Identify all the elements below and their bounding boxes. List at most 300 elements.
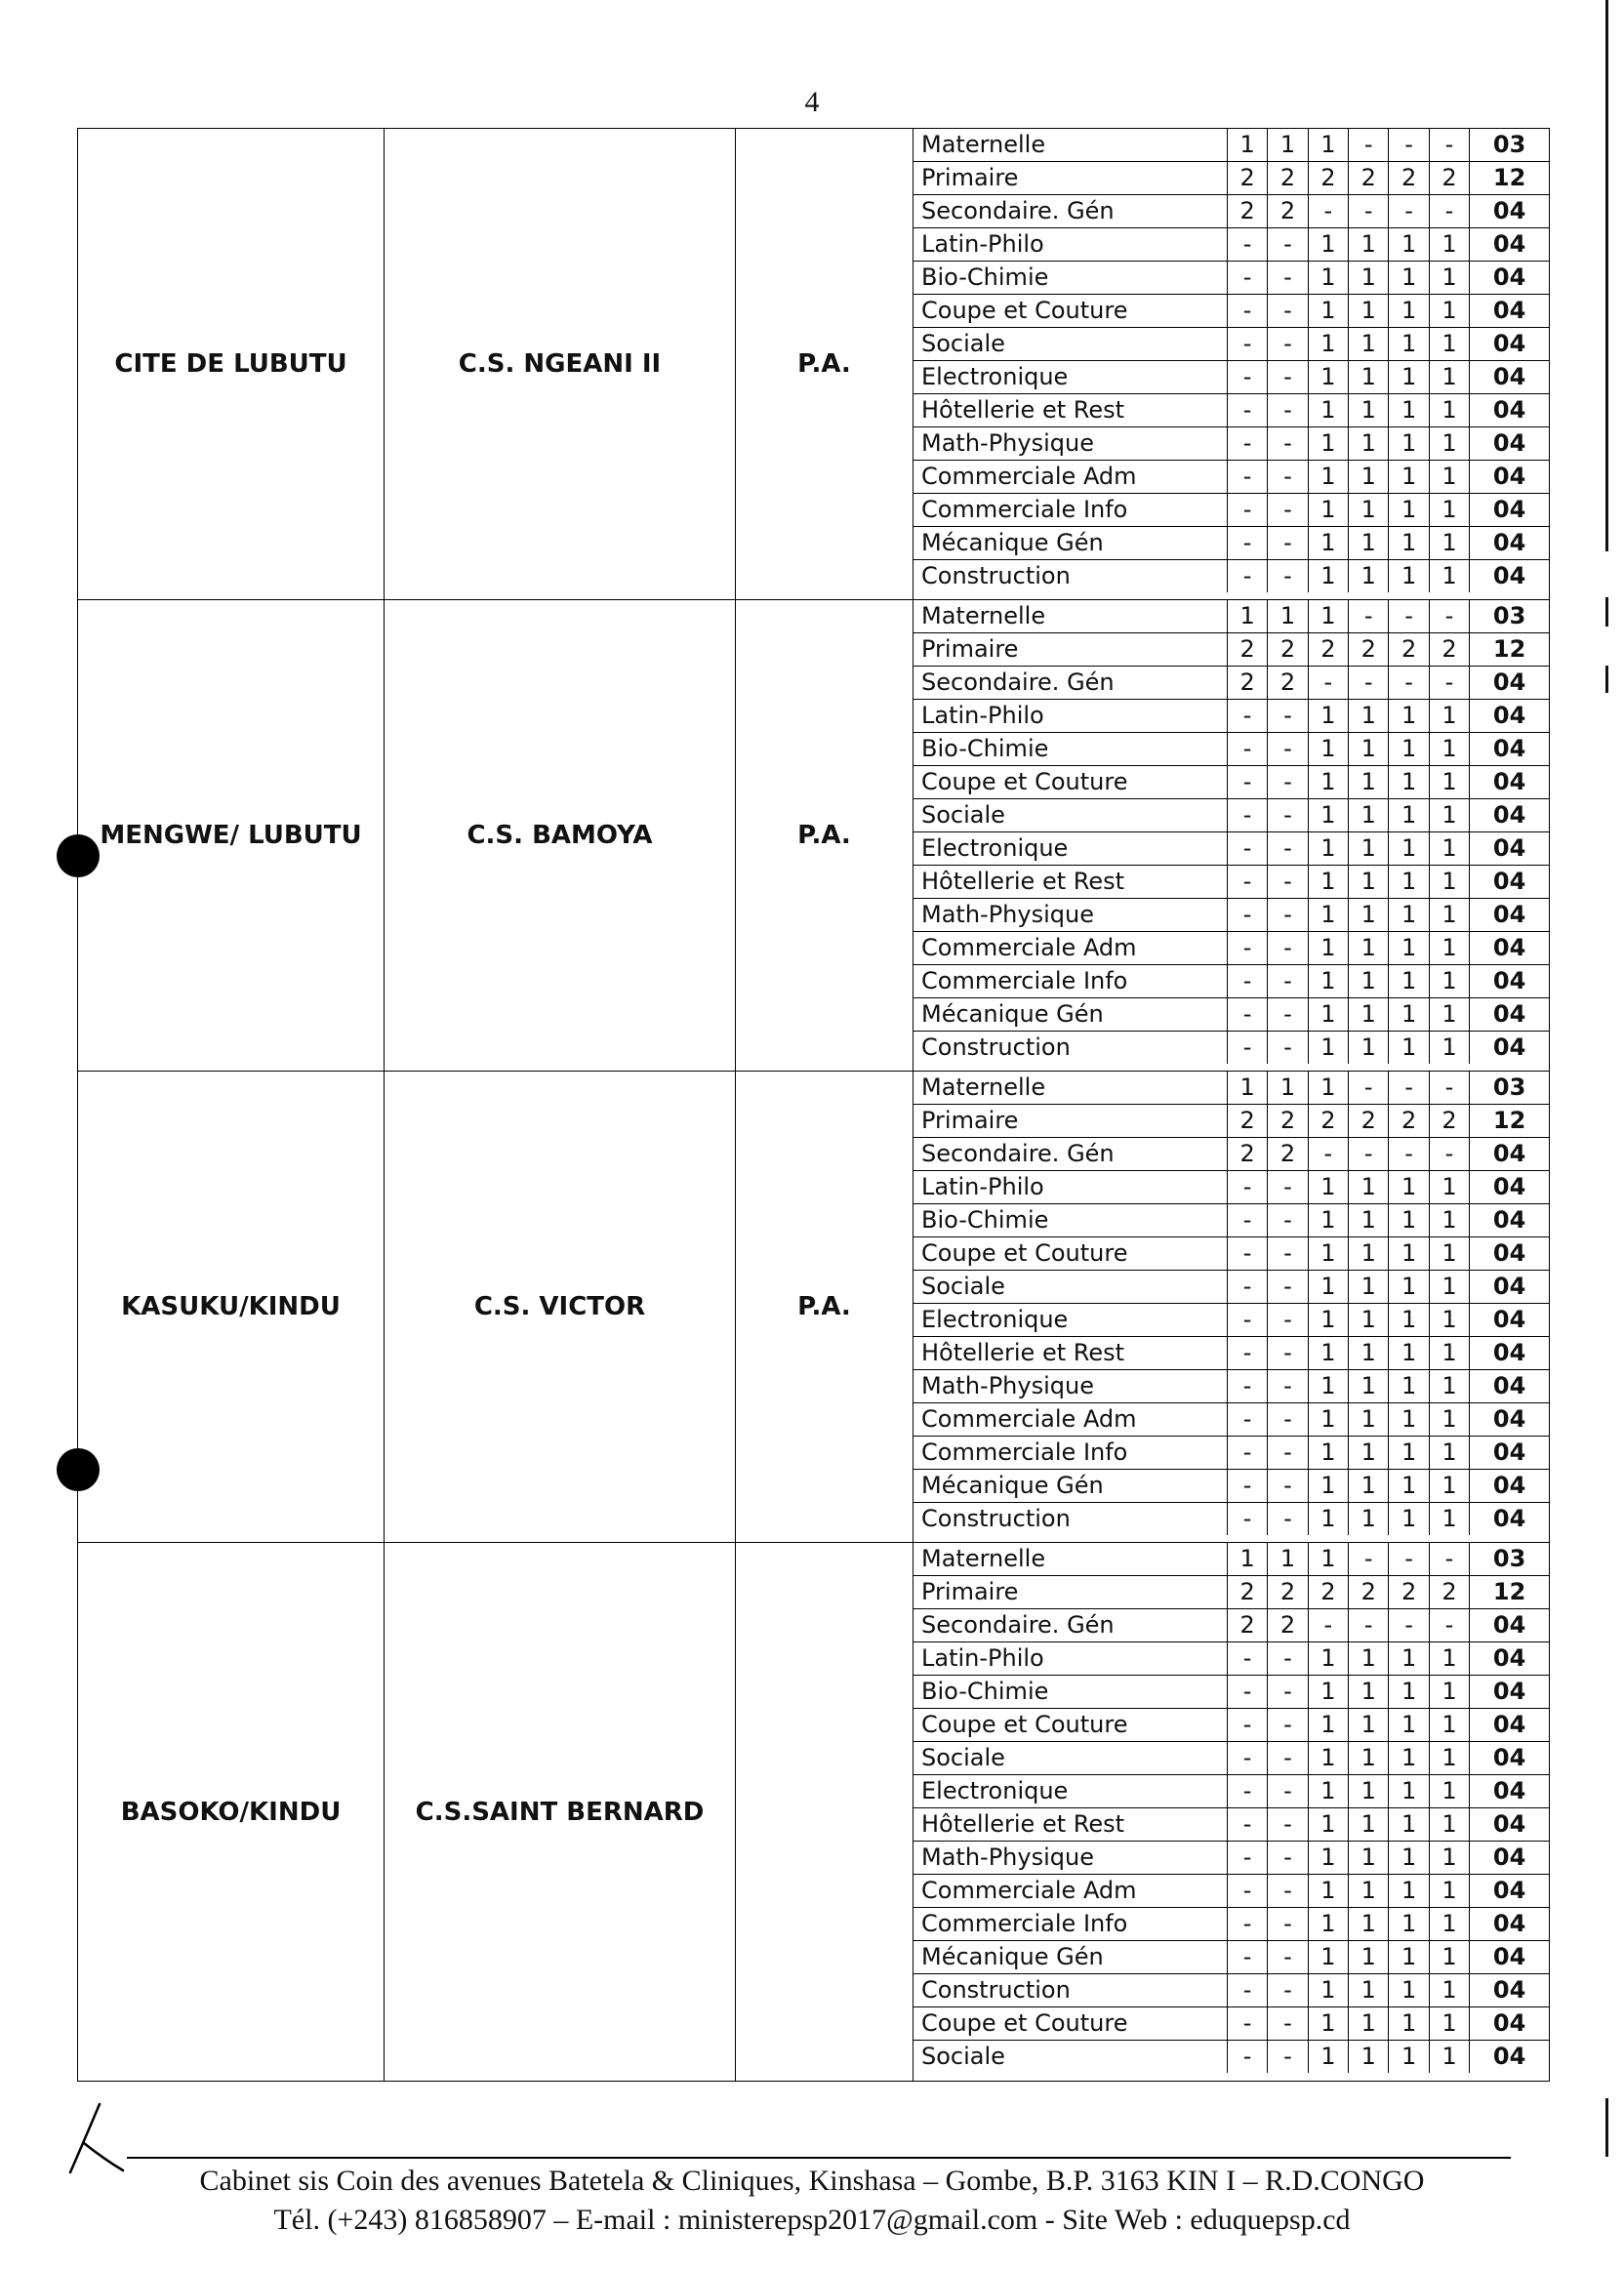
class-count: 1	[1308, 1470, 1348, 1503]
class-count: -	[1268, 1842, 1308, 1875]
class-count: -	[1268, 2041, 1308, 2074]
row-total: 03	[1470, 600, 1549, 633]
section-label: Construction	[914, 1974, 1227, 2007]
class-count: 1	[1349, 998, 1389, 1032]
class-count: 1	[1308, 461, 1348, 494]
class-count: 1	[1389, 932, 1429, 965]
section-label: Coupe et Couture	[914, 2007, 1227, 2041]
class-count: 2	[1389, 1576, 1429, 1609]
class-count: -	[1268, 1676, 1308, 1709]
row-total: 04	[1470, 1237, 1549, 1271]
section-row	[914, 1742, 1549, 1775]
regime-label: P.A.	[797, 349, 851, 379]
section-row	[914, 700, 1549, 733]
class-count: 1	[1308, 427, 1348, 461]
class-count: 2	[1268, 1576, 1308, 1609]
class-count: 1	[1308, 700, 1348, 733]
class-count: 1	[1429, 700, 1469, 733]
row-total: 04	[1470, 899, 1549, 932]
punch-hole	[57, 1448, 100, 1491]
class-count: 1	[1389, 394, 1429, 427]
section-table	[914, 1543, 1549, 2073]
class-count: 1	[1308, 328, 1348, 361]
class-count: 1	[1308, 262, 1348, 295]
class-count: -	[1227, 1237, 1267, 1271]
section-label: Hôtellerie et Rest	[914, 866, 1227, 899]
section-label: Bio-Chimie	[914, 1676, 1227, 1709]
class-count: 1	[1429, 461, 1469, 494]
row-total: 04	[1470, 494, 1549, 527]
class-count: 1	[1389, 1709, 1429, 1742]
class-count: 1	[1308, 1503, 1348, 1536]
section-table	[914, 129, 1549, 592]
class-count: -	[1389, 600, 1429, 633]
section-row	[914, 262, 1549, 295]
class-count: -	[1268, 560, 1308, 593]
class-count: 1	[1308, 1204, 1348, 1237]
section-row	[914, 965, 1549, 998]
class-count: 1	[1308, 527, 1348, 560]
row-total: 04	[1470, 932, 1549, 965]
class-count: -	[1268, 1032, 1308, 1065]
row-total: 04	[1470, 998, 1549, 1032]
class-count: 1	[1308, 899, 1348, 932]
row-total: 03	[1470, 1072, 1549, 1105]
class-count: 1	[1389, 1642, 1429, 1676]
school-cell	[385, 129, 736, 600]
class-count: 1	[1389, 1171, 1429, 1204]
class-count: -	[1227, 700, 1267, 733]
class-count: -	[1389, 195, 1429, 228]
class-count: -	[1268, 1271, 1308, 1304]
class-count: 1	[1389, 832, 1429, 866]
row-total: 12	[1470, 1105, 1549, 1138]
class-count: 1	[1389, 899, 1429, 932]
location-cell	[78, 600, 385, 1072]
class-count: 1	[1308, 1875, 1348, 1908]
row-total: 04	[1470, 766, 1549, 799]
class-count: 2	[1349, 633, 1389, 667]
class-count: -	[1227, 733, 1267, 766]
section-label: Mécanique Gén	[914, 527, 1227, 560]
class-count: 2	[1227, 633, 1267, 667]
class-count: -	[1227, 1875, 1267, 1908]
class-count: 1	[1349, 1337, 1389, 1370]
class-count: 1	[1429, 2041, 1469, 2074]
class-count: 1	[1389, 1237, 1429, 1271]
section-label: Math-Physique	[914, 1370, 1227, 1403]
class-count: 1	[1389, 1403, 1429, 1437]
class-count: 1	[1389, 1503, 1429, 1536]
class-count: 1	[1349, 1304, 1389, 1337]
class-count: 1	[1349, 1237, 1389, 1271]
right-margin-rule	[1605, 666, 1608, 693]
row-total: 04	[1470, 1437, 1549, 1470]
section-label: Secondaire. Gén	[914, 1138, 1227, 1171]
class-count: -	[1227, 1370, 1267, 1403]
class-count: 1	[1389, 1974, 1429, 2007]
class-count: 1	[1308, 228, 1348, 262]
class-count: 2	[1429, 162, 1469, 195]
section-row	[914, 1875, 1549, 1908]
class-count: 1	[1308, 1642, 1348, 1676]
section-label: Primaire	[914, 633, 1227, 667]
section-row	[914, 832, 1549, 866]
row-total: 04	[1470, 560, 1549, 593]
section-label: Math-Physique	[914, 899, 1227, 932]
class-count: 1	[1308, 1775, 1348, 1808]
section-label: Coupe et Couture	[914, 295, 1227, 328]
class-count: 1	[1349, 295, 1389, 328]
class-count: 1	[1389, 766, 1429, 799]
section-label: Maternelle	[914, 1072, 1227, 1105]
class-count: -	[1268, 494, 1308, 527]
class-count: 1	[1308, 494, 1348, 527]
class-count: -	[1227, 394, 1267, 427]
class-count: 2	[1227, 195, 1267, 228]
class-count: 1	[1308, 832, 1348, 866]
class-count: 1	[1429, 932, 1469, 965]
class-count: 2	[1227, 162, 1267, 195]
class-count: 1	[1389, 965, 1429, 998]
class-count: 1	[1308, 1842, 1348, 1875]
section-row	[914, 195, 1549, 228]
row-total: 03	[1470, 129, 1549, 162]
class-count: 1	[1308, 1072, 1348, 1105]
section-row	[914, 427, 1549, 461]
class-count: -	[1227, 799, 1267, 832]
class-count: 2	[1389, 633, 1429, 667]
class-count: 1	[1429, 866, 1469, 899]
class-count: -	[1268, 832, 1308, 866]
class-count: 1	[1429, 1842, 1469, 1875]
regime-cell	[736, 129, 914, 600]
class-count: 1	[1389, 1271, 1429, 1304]
class-count: -	[1268, 427, 1308, 461]
section-row	[914, 1437, 1549, 1470]
class-count: 1	[1429, 1974, 1469, 2007]
class-count: 1	[1349, 799, 1389, 832]
section-label: Mécanique Gén	[914, 1470, 1227, 1503]
section-row	[914, 394, 1549, 427]
class-count: -	[1268, 1503, 1308, 1536]
section-label: Electronique	[914, 361, 1227, 394]
section-table	[914, 1072, 1549, 1535]
class-count: 1	[1349, 1941, 1389, 1974]
class-count: 1	[1389, 1941, 1429, 1974]
class-count: 1	[1429, 361, 1469, 394]
class-count: 1	[1389, 799, 1429, 832]
class-count: 1	[1308, 932, 1348, 965]
section-label: Electronique	[914, 832, 1227, 866]
section-row	[914, 461, 1549, 494]
class-count: -	[1268, 766, 1308, 799]
row-total: 04	[1470, 832, 1549, 866]
class-count: 1	[1349, 1470, 1389, 1503]
section-label: Commerciale Info	[914, 494, 1227, 527]
class-count: 1	[1389, 1842, 1429, 1875]
class-count: 1	[1429, 998, 1469, 1032]
class-count: 1	[1349, 1974, 1389, 2007]
class-count: 1	[1349, 1875, 1389, 1908]
class-count: -	[1268, 998, 1308, 1032]
class-count: -	[1268, 527, 1308, 560]
class-count: 1	[1308, 733, 1348, 766]
section-label: Commerciale Info	[914, 965, 1227, 998]
class-count: -	[1227, 998, 1267, 1032]
class-count: -	[1268, 1775, 1308, 1808]
class-count: 1	[1308, 2041, 1348, 2074]
class-count: 1	[1227, 1072, 1267, 1105]
class-count: -	[1227, 560, 1267, 593]
class-count: 1	[1349, 932, 1389, 965]
class-count: 1	[1429, 1370, 1469, 1403]
right-margin-rule	[1605, 0, 1608, 551]
class-count: -	[1227, 1403, 1267, 1437]
class-count: -	[1227, 832, 1267, 866]
row-total: 04	[1470, 1941, 1549, 1974]
class-count: -	[1227, 1470, 1267, 1503]
section-row	[914, 1543, 1549, 1576]
section-row	[914, 1204, 1549, 1237]
row-total: 12	[1470, 162, 1549, 195]
class-count: 2	[1268, 1105, 1308, 1138]
section-label: Construction	[914, 560, 1227, 593]
class-count: 2	[1227, 1576, 1267, 1609]
class-count: 1	[1429, 1171, 1469, 1204]
class-count: 1	[1429, 766, 1469, 799]
class-count: 2	[1227, 1138, 1267, 1171]
class-count: -	[1268, 394, 1308, 427]
class-count: 1	[1227, 129, 1267, 162]
class-count: -	[1227, 1437, 1267, 1470]
section-label: Sociale	[914, 2041, 1227, 2074]
section-row	[914, 667, 1549, 700]
class-count: 1	[1429, 1908, 1469, 1941]
class-count: 1	[1308, 1403, 1348, 1437]
section-label: Primaire	[914, 1105, 1227, 1138]
class-count: -	[1227, 262, 1267, 295]
class-count: 1	[1308, 2007, 1348, 2041]
class-count: 2	[1268, 1609, 1308, 1642]
class-count: -	[1268, 700, 1308, 733]
class-count: 1	[1389, 295, 1429, 328]
school-name: C.S. BAMOYA	[467, 821, 653, 850]
class-count: 1	[1308, 1676, 1348, 1709]
class-count: 1	[1429, 1237, 1469, 1271]
class-count: 2	[1389, 1105, 1429, 1138]
section-label: Electronique	[914, 1775, 1227, 1808]
section-row	[914, 1337, 1549, 1370]
class-count: -	[1268, 295, 1308, 328]
section-row	[914, 1072, 1549, 1105]
class-count: -	[1268, 1908, 1308, 1941]
class-count: 1	[1308, 866, 1348, 899]
row-total: 04	[1470, 361, 1549, 394]
section-row	[914, 361, 1549, 394]
section-row	[914, 633, 1549, 667]
section-row	[914, 1503, 1549, 1536]
class-count: 1	[1349, 1271, 1389, 1304]
section-label: Math-Physique	[914, 427, 1227, 461]
row-total: 04	[1470, 1676, 1549, 1709]
class-count: -	[1268, 361, 1308, 394]
class-count: 1	[1308, 1437, 1348, 1470]
section-row	[914, 1974, 1549, 2007]
row-total: 04	[1470, 1403, 1549, 1437]
class-count: 1	[1429, 1875, 1469, 1908]
location-name: MENGWE/ LUBUTU	[100, 821, 362, 850]
section-row	[914, 494, 1549, 527]
class-count: 1	[1308, 1337, 1348, 1370]
class-count: 1	[1349, 328, 1389, 361]
class-count: 1	[1349, 1032, 1389, 1065]
class-count: -	[1429, 1138, 1469, 1171]
class-count: 2	[1268, 667, 1308, 700]
school-group	[78, 1072, 1550, 1543]
school-name: C.S. VICTOR	[473, 1292, 646, 1321]
class-count: 1	[1268, 129, 1308, 162]
row-total: 04	[1470, 1470, 1549, 1503]
class-count: -	[1349, 600, 1389, 633]
class-count: -	[1429, 1543, 1469, 1576]
class-count: 1	[1349, 1908, 1389, 1941]
class-count: 2	[1308, 162, 1348, 195]
class-count: -	[1227, 1808, 1267, 1842]
class-count: 1	[1308, 1808, 1348, 1842]
class-count: -	[1268, 1709, 1308, 1742]
row-total: 03	[1470, 1543, 1549, 1576]
class-count: 1	[1429, 1337, 1469, 1370]
class-count: -	[1227, 328, 1267, 361]
class-count: 1	[1389, 1908, 1429, 1941]
class-count: 1	[1429, 1742, 1469, 1775]
class-count: -	[1227, 1271, 1267, 1304]
class-count: 1	[1349, 394, 1389, 427]
class-count: 1	[1349, 700, 1389, 733]
class-count: -	[1308, 1609, 1348, 1642]
class-count: 2	[1308, 1576, 1348, 1609]
class-count: 1	[1429, 1503, 1469, 1536]
class-count: -	[1268, 866, 1308, 899]
class-count: 2	[1268, 1138, 1308, 1171]
class-count: 1	[1349, 1642, 1389, 1676]
row-total: 04	[1470, 427, 1549, 461]
class-count: -	[1268, 1204, 1308, 1237]
class-count: 1	[1389, 361, 1429, 394]
class-count: 1	[1349, 866, 1389, 899]
class-count: 1	[1308, 1271, 1348, 1304]
section-row	[914, 1642, 1549, 1676]
section-label: Coupe et Couture	[914, 766, 1227, 799]
class-count: 1	[1429, 394, 1469, 427]
class-count: 1	[1349, 899, 1389, 932]
section-row	[914, 1576, 1549, 1609]
row-total: 04	[1470, 295, 1549, 328]
section-label: Maternelle	[914, 129, 1227, 162]
section-row	[914, 2041, 1549, 2074]
row-total: 04	[1470, 866, 1549, 899]
row-total: 04	[1470, 1171, 1549, 1204]
class-count: -	[1308, 195, 1348, 228]
section-row	[914, 1403, 1549, 1437]
section-row	[914, 162, 1549, 195]
class-count: -	[1227, 1032, 1267, 1065]
class-count: -	[1227, 1742, 1267, 1775]
class-count: -	[1227, 1842, 1267, 1875]
row-total: 04	[1470, 461, 1549, 494]
class-count: 1	[1389, 262, 1429, 295]
class-count: 1	[1349, 527, 1389, 560]
section-label: Math-Physique	[914, 1842, 1227, 1875]
class-count: 1	[1389, 427, 1429, 461]
class-count: -	[1227, 932, 1267, 965]
class-count: 1	[1308, 129, 1348, 162]
class-count: 1	[1429, 1775, 1469, 1808]
regime-cell	[736, 1543, 914, 2082]
class-count: -	[1268, 1875, 1308, 1908]
location-cell	[78, 1543, 385, 2082]
section-label: Primaire	[914, 1576, 1227, 1609]
class-count: 1	[1429, 1676, 1469, 1709]
row-total: 04	[1470, 1271, 1549, 1304]
class-count: -	[1227, 766, 1267, 799]
class-count: -	[1227, 295, 1267, 328]
class-count: 1	[1308, 1941, 1348, 1974]
row-total: 04	[1470, 1337, 1549, 1370]
class-count: 1	[1227, 600, 1267, 633]
row-total: 04	[1470, 195, 1549, 228]
class-count: 1	[1389, 228, 1429, 262]
section-label: Construction	[914, 1032, 1227, 1065]
section-row	[914, 1709, 1549, 1742]
row-total: 04	[1470, 1709, 1549, 1742]
detail-cell	[914, 1072, 1550, 1543]
class-count: 1	[1349, 1503, 1389, 1536]
class-count: -	[1268, 1171, 1308, 1204]
school-group	[78, 1543, 1550, 2082]
class-count: 1	[1308, 1032, 1348, 1065]
class-count: 1	[1429, 1642, 1469, 1676]
section-label: Maternelle	[914, 600, 1227, 633]
class-count: 1	[1308, 1742, 1348, 1775]
school-name: C.S. NGEANI II	[458, 349, 662, 379]
section-label: Bio-Chimie	[914, 733, 1227, 766]
section-table	[914, 600, 1549, 1064]
class-count: 1	[1308, 1543, 1348, 1576]
class-count: -	[1268, 2007, 1308, 2041]
class-count: 1	[1349, 1709, 1389, 1742]
row-total: 04	[1470, 394, 1549, 427]
class-count: 1	[1349, 1403, 1389, 1437]
class-count: 1	[1429, 1204, 1469, 1237]
class-count: -	[1429, 195, 1469, 228]
class-count: -	[1349, 1072, 1389, 1105]
class-count: 1	[1308, 394, 1348, 427]
class-count: -	[1227, 1676, 1267, 1709]
class-count: 1	[1349, 1171, 1389, 1204]
class-count: -	[1429, 1609, 1469, 1642]
class-count: 1	[1429, 965, 1469, 998]
class-count: 1	[1349, 1204, 1389, 1237]
class-count: 1	[1349, 1775, 1389, 1808]
class-count: 1	[1389, 1032, 1429, 1065]
class-count: 1	[1308, 1304, 1348, 1337]
class-count: 1	[1349, 560, 1389, 593]
section-row	[914, 129, 1549, 162]
class-count: 1	[1389, 1775, 1429, 1808]
section-label: Mécanique Gén	[914, 998, 1227, 1032]
